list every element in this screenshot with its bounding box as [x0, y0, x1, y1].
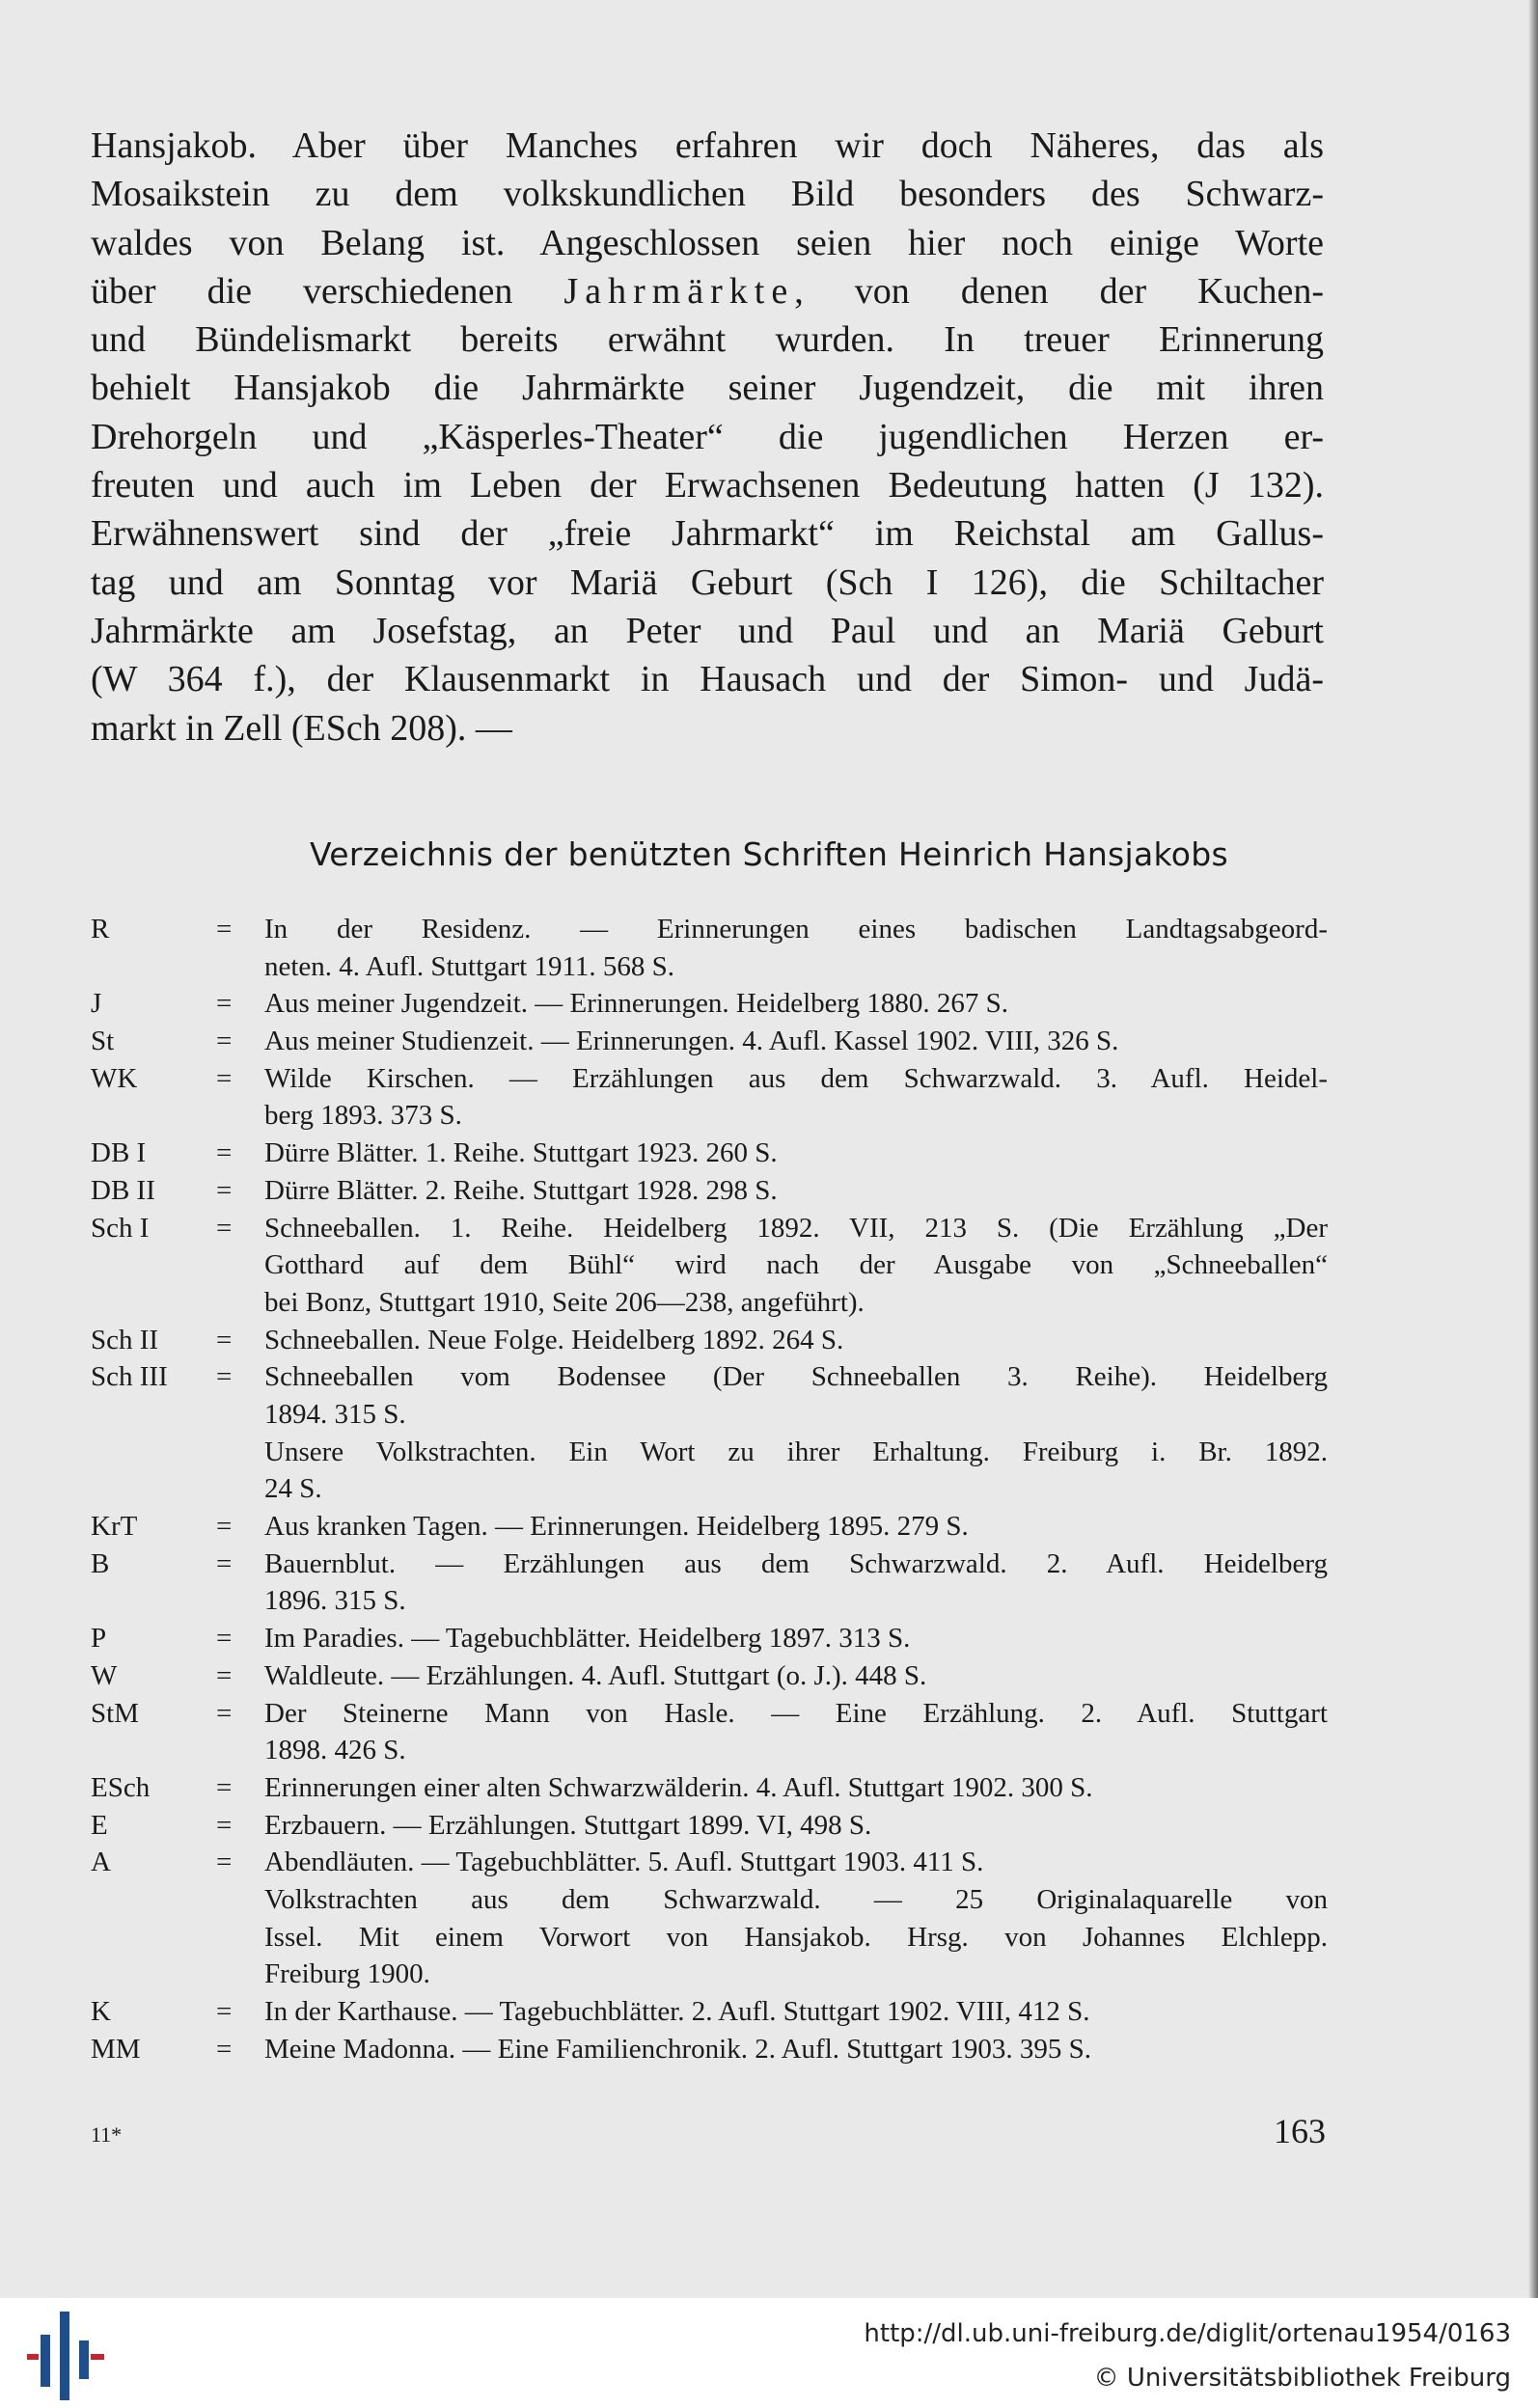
- entry-abbreviation: Sch II: [91, 1324, 159, 1355]
- line-fragment: , von denen der Kuchen-: [794, 270, 1324, 312]
- paragraph-line: [91, 267, 1324, 315]
- entry-text: [264, 1508, 1328, 1546]
- paragraph-line: markt in Zell (ESch 208). —: [91, 707, 512, 749]
- entry-line: Waldleute. — Erzählungen. 4. Aufl. Stuttgart (o. J.). 448 S.: [264, 1659, 927, 1691]
- bibliography-entry: [91, 1807, 1328, 1845]
- bibliography-entry: [91, 1695, 1328, 1769]
- bibliography-entry: [91, 1657, 1328, 1695]
- entry-text: [264, 1546, 1328, 1620]
- entry-abbreviation: StM: [91, 1697, 139, 1729]
- bibliography-entry: [91, 1322, 1328, 1359]
- signature-mark: 11*: [91, 2122, 123, 2147]
- bibliography-entry: [91, 1620, 1328, 1657]
- entry-text: [264, 1434, 1328, 1508]
- entry-line: In der Residenz. — Erinnerungen eines badischen Landtagsabgeord-: [264, 914, 1328, 944]
- entry-equals-sign: =: [216, 1511, 233, 1543]
- entry-abbreviation: [91, 1881, 216, 1993]
- entry-line: Aus meiner Studienzeit. — Erinnerungen. 4. Aufl. Kassel 1902. VIII, 326 S.: [264, 1026, 1119, 1057]
- bibliography-heading: Verzeichnis der benützten Schriften Heinrich Hansjakobs: [309, 835, 1228, 873]
- entry-abbreviation: [91, 1434, 216, 1508]
- entry-text: [264, 911, 1328, 985]
- entry-line: Gotthard auf dem Bühl“ wird nach der Ausgabe von „Schneeballen“: [264, 1249, 1328, 1281]
- entry-text: [264, 1322, 1328, 1359]
- entry-abbreviation: P: [91, 1623, 107, 1655]
- bibliography-entry: [91, 1881, 1328, 1993]
- entry-equals-sign: =: [216, 1847, 233, 1878]
- bibliography-entry: [91, 1023, 1328, 1060]
- entry-line: 1898. 426 S.: [264, 1735, 406, 1766]
- bibliography-entry: [91, 1844, 1328, 1881]
- entry-text: [264, 1172, 1328, 1210]
- bibliography-entry: [91, 1508, 1328, 1546]
- entry-line: berg 1893. 373 S.: [264, 1100, 462, 1132]
- entry-equals-sign: =: [216, 1809, 233, 1841]
- entry-abbreviation: DB II: [91, 1174, 155, 1206]
- paragraph-line: Mosaikstein zu dem volkskundlichen Bild besonders des Schwarz-: [91, 174, 1324, 215]
- entry-abbreviation: WK: [91, 1062, 138, 1094]
- entry-equals-sign: =: [216, 1547, 233, 1579]
- bibliography-entry: [91, 1434, 1328, 1508]
- entry-equals-sign: =: [216, 1623, 233, 1655]
- entry-equals-sign: =: [216, 914, 233, 944]
- entry-equals-sign: =: [216, 1996, 233, 2028]
- paragraph-line: tag und am Sonntag vor Mariä Geburt (Sch I 126), die Schiltacher: [91, 561, 1324, 603]
- entry-text: [264, 1881, 1328, 1993]
- entry-equals-sign: =: [216, 2033, 233, 2065]
- entry-abbreviation: Sch III: [91, 1361, 168, 1393]
- paragraph-line: Drehorgeln und „Käsperles-Theater“ die jugendlichen Herzen er-: [91, 416, 1324, 457]
- entry-line: neten. 4. Aufl. Stuttgart 1911. 568 S.: [264, 950, 675, 982]
- entry-abbreviation: DB I: [91, 1137, 147, 1169]
- entry-line: Freiburg 1900.: [264, 1958, 430, 1990]
- bibliography-entry: [91, 1060, 1328, 1135]
- entry-line: Abendläuten. — Tagebuchblätter. 5. Aufl. Stuttgart 1903. 411 S.: [264, 1847, 984, 1878]
- entry-line: Wilde Kirschen. — Erzählungen aus dem Schwarzwald. 3. Aufl. Heidel-: [264, 1062, 1328, 1094]
- entry-equals-sign: [216, 1881, 264, 1993]
- entry-equals-sign: =: [216, 1324, 233, 1355]
- paragraph-line: Erwähnenswert sind der „freie Jahrmarkt“ im Reichstal am Gallus-: [91, 513, 1324, 555]
- paragraph-line: Hansjakob. Aber über Manches erfahren wir doch Näheres, das als: [91, 125, 1324, 166]
- bibliography-entry: [91, 1210, 1328, 1322]
- library-footer: [0, 2298, 1538, 2408]
- entry-text: [264, 1135, 1328, 1172]
- entry-line: Dürre Blätter. 1. Reihe. Stuttgart 1923. 260 S.: [264, 1137, 778, 1169]
- entry-abbreviation: St: [91, 1026, 115, 1057]
- entry-line: bei Bonz, Stuttgart 1910, Seite 206—238, angeführt).: [264, 1286, 865, 1318]
- body-paragraph: [91, 122, 1324, 752]
- entry-text: [264, 1620, 1328, 1657]
- entry-equals-sign: =: [216, 1771, 233, 1803]
- entry-line: Erinnerungen einer alten Schwarzwälderin. 4. Aufl. Stuttgart 1902. 300 S.: [264, 1771, 1093, 1803]
- entry-equals-sign: [216, 1434, 264, 1508]
- entry-equals-sign: =: [216, 1137, 233, 1169]
- entry-line: Schneeballen. Neue Folge. Heidelberg 1892. 264 S.: [264, 1324, 844, 1355]
- entry-text: [264, 1844, 1328, 1881]
- bibliography-entry: [91, 911, 1328, 985]
- bibliography-entry: [91, 1135, 1328, 1172]
- source-url-link[interactable]: http://dl.ub.uni-freiburg.de/diglit/ortenau1954/0163: [864, 2319, 1511, 2348]
- entry-abbreviation: B: [91, 1547, 110, 1579]
- entry-equals-sign: =: [216, 1659, 233, 1691]
- emphasized-term: Jahrmärkte: [563, 270, 795, 312]
- entry-line: Meine Madonna. — Eine Familienchronik. 2. Aufl. Stuttgart 1903. 395 S.: [264, 2033, 1092, 2065]
- entry-text: [264, 1769, 1328, 1807]
- entry-text: [264, 1210, 1328, 1322]
- entry-text: [264, 1695, 1328, 1769]
- entry-abbreviation: K: [91, 1996, 111, 2028]
- entry-equals-sign: =: [216, 1212, 233, 1244]
- bibliography-entry: [91, 1172, 1328, 1210]
- entry-text: [264, 1060, 1328, 1135]
- entry-line: Bauernblut. — Erzählungen aus dem Schwarzwald. 2. Aufl. Heidelberg: [264, 1547, 1328, 1579]
- bibliography-entry: [91, 1993, 1328, 2031]
- entry-equals-sign: =: [216, 1697, 233, 1729]
- paragraph-line: (W 364 f.), der Klausenmarkt in Hausach und der Simon- und Judä-: [91, 659, 1324, 700]
- paragraph-line: Jahrmärkte am Josefstag, an Peter und Paul und an Mariä Geburt: [91, 610, 1324, 651]
- bibliography-entry: [91, 1769, 1328, 1807]
- entry-abbreviation: ESch: [91, 1771, 151, 1803]
- bibliography-entry: [91, 985, 1328, 1023]
- entry-text: [264, 985, 1328, 1023]
- paragraph-line: waldes von Belang ist. Angeschlossen seien hier noch einige Worte: [91, 222, 1324, 263]
- entry-abbreviation: J: [91, 988, 102, 1020]
- ub-freiburg-logo-icon: [27, 2312, 104, 2400]
- paragraph-line: freuten und auch im Leben der Erwachsenen Bedeutung hatten (J 132).: [91, 465, 1324, 506]
- entry-text: [264, 1807, 1328, 1845]
- entry-line: Schneeballen vom Bodensee (Der Schneeballen 3. Reihe). Heidelberg: [264, 1361, 1328, 1393]
- bibliography-list: [91, 911, 1328, 2068]
- entry-line: Erzbauern. — Erzählungen. Stuttgart 1899. VI, 498 S.: [264, 1809, 872, 1841]
- entry-line: Schneeballen. 1. Reihe. Heidelberg 1892. VII, 213 S. (Die Erzählung „Der: [264, 1212, 1328, 1244]
- entry-equals-sign: =: [216, 1174, 233, 1206]
- entry-abbreviation: W: [91, 1659, 118, 1691]
- bibliography-entry: [91, 2031, 1328, 2068]
- paragraph-line: behielt Hansjakob die Jahrmärkte seiner Jugendzeit, die mit ihren: [91, 368, 1324, 409]
- entry-abbreviation: Sch I: [91, 1212, 150, 1244]
- copyright-notice: © Universitätsbibliothek Freiburg: [1093, 2364, 1511, 2393]
- entry-line: 1894. 315 S.: [264, 1399, 406, 1431]
- bibliography-entry: [91, 1546, 1328, 1620]
- entry-abbreviation: E: [91, 1809, 108, 1841]
- entry-text: [264, 1657, 1328, 1695]
- entry-line: In der Karthause. — Tagebuchblätter. 2. Aufl. Stuttgart 1902. VIII, 412 S.: [264, 1996, 1090, 2028]
- page-number: 163: [1274, 2112, 1326, 2150]
- entry-line: Aus meiner Jugendzeit. — Erinnerungen. Heidelberg 1880. 267 S.: [264, 988, 1009, 1020]
- entry-equals-sign: =: [216, 1361, 233, 1393]
- entry-text: [264, 1023, 1328, 1060]
- entry-line: 24 S.: [264, 1473, 322, 1505]
- entry-line: 1896. 315 S.: [264, 1585, 406, 1617]
- entry-abbreviation: R: [91, 914, 110, 944]
- entry-abbreviation: KrT: [91, 1511, 138, 1543]
- entry-text: [264, 1358, 1328, 1433]
- entry-line: Im Paradies. — Tagebuchblätter. Heidelberg 1897. 313 S.: [264, 1623, 911, 1655]
- entry-line: Volkstrachten aus dem Schwarzwald. — 25 Originalaquarelle von: [264, 1884, 1328, 1916]
- paragraph-line: und Bündelismarkt bereits erwähnt wurden. In treuer Erinnerung: [91, 319, 1324, 361]
- bibliography-entry: [91, 1358, 1328, 1433]
- entry-line: Der Steinerne Mann von Hasle. — Eine Erzählung. 2. Aufl. Stuttgart: [264, 1697, 1328, 1729]
- entry-equals-sign: =: [216, 1026, 233, 1057]
- line-fragment: über die verschiedenen: [91, 270, 564, 312]
- entry-line: Unsere Volkstrachten. Ein Wort zu ihrer Erhaltung. Freiburg i. Br. 1892.: [264, 1436, 1328, 1467]
- entry-line: Issel. Mit einem Vorwort von Hansjakob. Hrsg. von Johannes Elchlepp.: [264, 1921, 1328, 1953]
- entry-line: Aus kranken Tagen. — Erinnerungen. Heidelberg 1895. 279 S.: [264, 1511, 969, 1543]
- entry-line: Dürre Blätter. 2. Reihe. Stuttgart 1928. 298 S.: [264, 1174, 778, 1206]
- entry-abbreviation: MM: [91, 2033, 141, 2065]
- entry-text: [264, 1993, 1328, 2031]
- entry-abbreviation: A: [91, 1847, 111, 1878]
- entry-text: [264, 2031, 1328, 2068]
- entry-equals-sign: =: [216, 988, 233, 1020]
- entry-equals-sign: =: [216, 1062, 233, 1094]
